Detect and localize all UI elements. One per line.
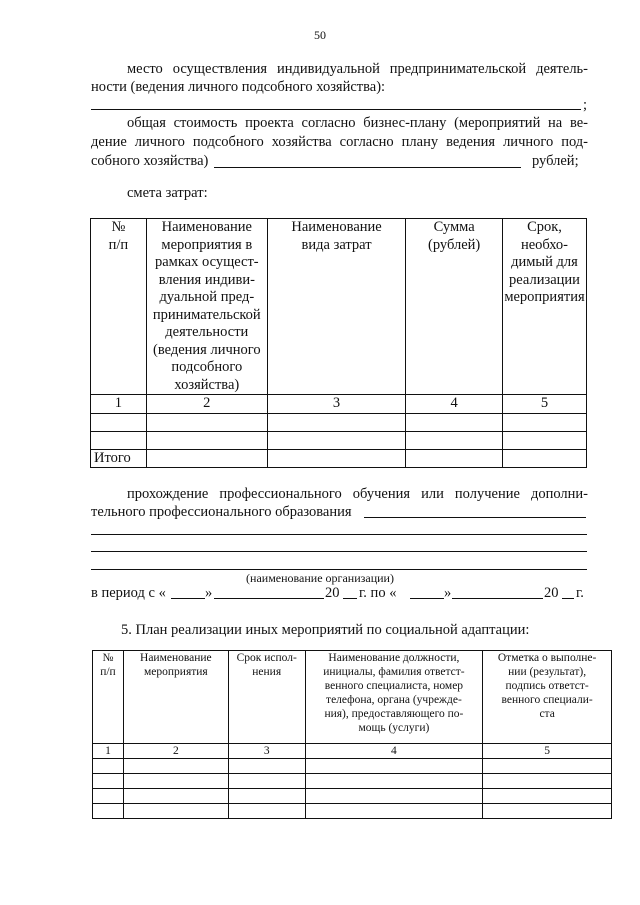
col-number-2: 2: [123, 744, 228, 759]
header-event-name: Наименование мероприятия в рамках осущест- вления индиви- дуальной пред- принимательской деятельности (ведения личного подсобного хозяйства): [146, 219, 267, 395]
table-row[interactable]: [91, 431, 587, 449]
total-label: Итого: [91, 449, 147, 468]
project-cost-rubles: рублей;: [532, 153, 579, 169]
period-from-day[interactable]: [171, 598, 205, 599]
training-blank-2[interactable]: [91, 534, 587, 535]
business-place-blank[interactable]: [91, 109, 581, 110]
header-completion-mark: Отметка о выполне- нии (результат), подпись ответст- венного специали- ста: [483, 651, 612, 744]
cost-estimate-label: смета затрат:: [127, 185, 208, 201]
table-row[interactable]: [93, 789, 612, 804]
col-number-2: 2: [146, 395, 267, 414]
table-header-row: [93, 651, 612, 744]
col-number-5: 5: [483, 744, 612, 759]
training-blank-3[interactable]: [91, 551, 587, 552]
period-to-label: г. по «: [359, 585, 397, 601]
col-number-1: 1: [93, 744, 124, 759]
section-5-title: 5. План реализации иных мероприятий по социальной адаптации:: [121, 622, 530, 638]
social-adaptation-table: [92, 650, 612, 819]
period-from-close-quote: »: [205, 585, 213, 601]
period-to-day[interactable]: [410, 598, 444, 599]
header-number: № п/п: [93, 651, 124, 744]
period-from-year-prefix: 20: [325, 585, 340, 601]
project-cost-line1: общая стоимость проекта согласно бизнес-плану (мероприятий на ве-: [127, 115, 588, 131]
col-number-3: 3: [228, 744, 305, 759]
header-number: № п/п: [91, 219, 147, 395]
col-number-3: 3: [267, 395, 406, 414]
table-row[interactable]: [93, 774, 612, 789]
period-to-year-prefix: 20: [544, 585, 559, 601]
cost-estimate-table: [90, 218, 587, 468]
table-number-row: [91, 395, 587, 414]
table-header-row: [91, 219, 587, 395]
table-total-row: [91, 449, 587, 468]
table-row[interactable]: [93, 804, 612, 819]
header-responsible-specialist: Наименование должности, инициалы, фамилия ответст- венного специалиста, номер телефона, органа (учрежде- ния), предоставляющего по- мощь (услуги): [305, 651, 483, 744]
period-to-year[interactable]: [562, 598, 574, 599]
business-place-line2: ности (ведения личного подсобного хозяйства):: [91, 79, 386, 95]
business-place-semicolon: ;: [583, 97, 588, 113]
header-event-name: Наименование мероприятия: [123, 651, 228, 744]
training-blank-1[interactable]: [364, 517, 586, 518]
training-blank-4[interactable]: [91, 569, 587, 570]
period-to-close-quote: »: [444, 585, 452, 601]
period-from-month[interactable]: [214, 598, 324, 599]
col-number-4: 4: [406, 395, 503, 414]
col-number-1: 1: [91, 395, 147, 414]
header-sum: Сумма (рублей): [406, 219, 503, 395]
period-from-year[interactable]: [343, 598, 357, 599]
header-execution-term: Срок испол- нения: [228, 651, 305, 744]
period-year-suffix: г.: [576, 585, 584, 601]
page-number: 50: [314, 28, 326, 42]
business-place-line1: место осуществления индивидуальной предпринимательской деятель-: [127, 61, 588, 77]
header-deadline: Срок, необхо- димый для реализации мероприятия: [502, 219, 586, 395]
table-row[interactable]: [93, 759, 612, 774]
col-number-5: 5: [502, 395, 586, 414]
col-number-4: 4: [305, 744, 483, 759]
table-row[interactable]: [91, 413, 587, 431]
org-name-caption: (наименование организации): [246, 571, 394, 585]
project-cost-blank[interactable]: [214, 167, 521, 168]
project-cost-line2: дение личного подсобного хозяйства согласно плану ведения личного под-: [91, 134, 588, 150]
training-line2-prefix: тельного профессионального образования: [91, 504, 352, 520]
header-expense-type: Наименование вида затрат: [267, 219, 406, 395]
period-from-label: в период с «: [91, 585, 166, 601]
training-line1: прохождение профессионального обучения или получение дополни-: [127, 486, 588, 502]
table-number-row: [93, 744, 612, 759]
project-cost-line3-prefix: собного хозяйства): [91, 153, 209, 169]
period-to-month[interactable]: [452, 598, 543, 599]
